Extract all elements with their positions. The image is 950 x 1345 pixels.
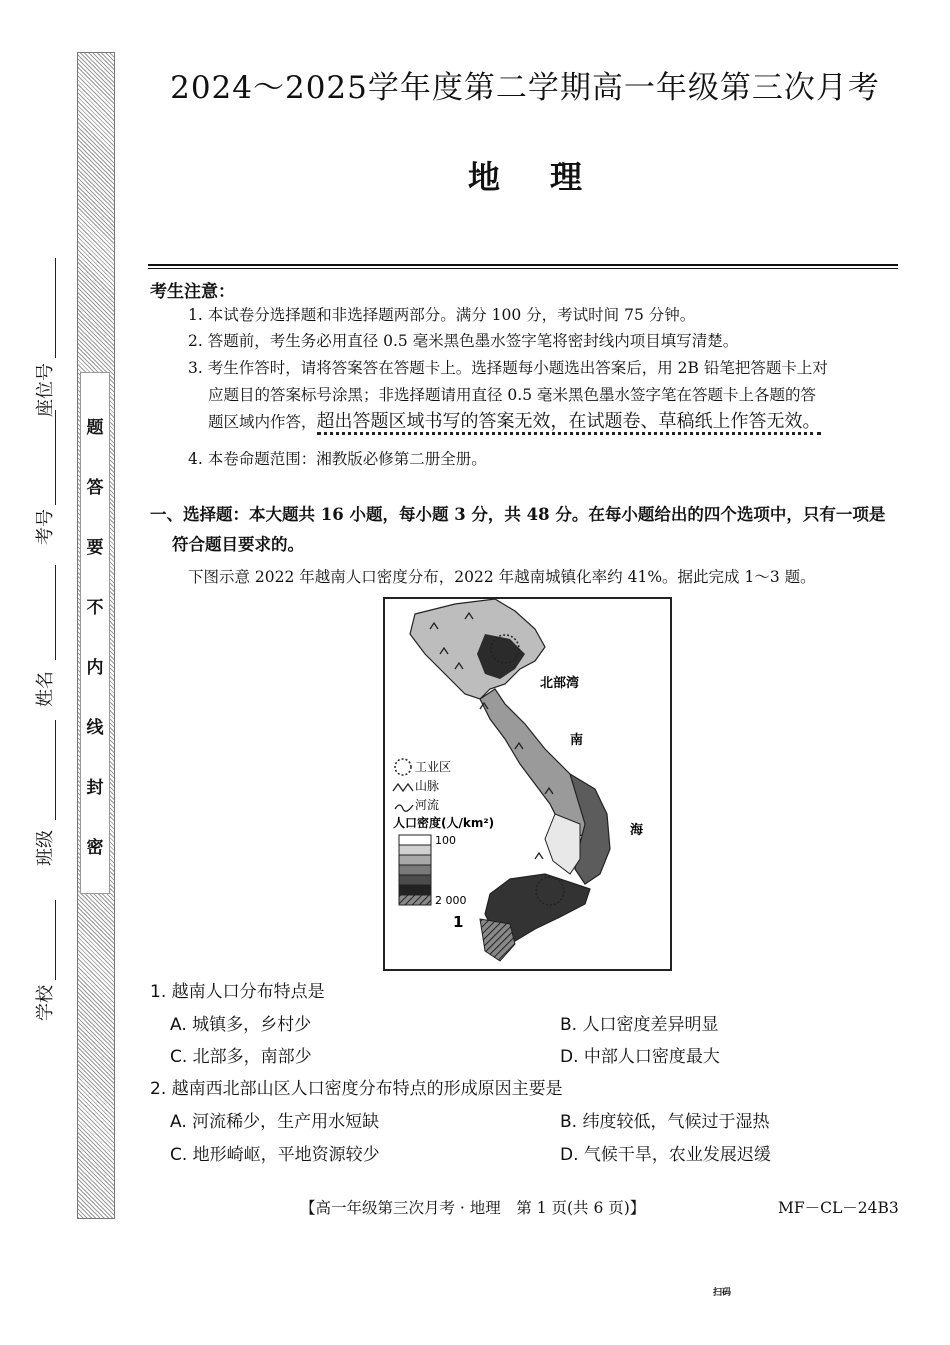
qr-tag: 扫码 (713, 1288, 732, 1298)
field-school-line[interactable] (55, 900, 56, 980)
legend-river-label: 河流 (415, 798, 440, 812)
field-seat-label: 座位号 (35, 363, 56, 417)
q2-option-b: B. 纬度较低，气候过于湿热 (560, 1112, 770, 1132)
header-rule-thin (148, 268, 898, 269)
seal-char: 密 (86, 838, 104, 858)
paper-code: MF－CL－24B3 (778, 1199, 899, 1217)
header-rule (148, 264, 898, 266)
section-heading (150, 500, 910, 560)
seal-char: 线 (86, 718, 104, 738)
seal-char: 封 (86, 778, 104, 798)
note-3-prefix: 题区域内作答， (208, 413, 317, 431)
field-examno-label: 考号 (35, 509, 56, 545)
q2-option-c: C. 地形崎岖，平地资源较少 (170, 1145, 380, 1165)
label-gulf: 北部湾 (540, 676, 580, 691)
region-central (480, 689, 595, 839)
subject-title: 地理 (467, 158, 632, 196)
q1-option-c: C. 北部多，南部少 (170, 1047, 312, 1067)
field-school-label: 学校 (35, 985, 56, 1021)
note-3-emphasis: 超出答题区域书写的答案无效，在试题卷、草稿纸上作答无效。 (317, 411, 821, 435)
seal-char: 要 (86, 538, 104, 558)
map-svg (385, 599, 670, 969)
legend-density-high: 2 000 (435, 894, 467, 907)
q2-option-d: D. 气候干旱，农业发展迟缓 (560, 1145, 771, 1165)
legend-mountain-icon (393, 784, 413, 791)
field-seat-line[interactable] (55, 258, 56, 358)
field-class-line[interactable] (55, 720, 56, 820)
mekong-delta (480, 919, 515, 961)
label-sea-char: 海 (630, 823, 644, 838)
seal-char: 不 (86, 598, 104, 618)
legend-industrial-label: 工业区 (415, 760, 452, 774)
q1-option-b: B. 人口密度差异明显 (560, 1015, 719, 1035)
note-1: 1. 本试卷分选择题和非选择题两部分。满分 100 分，考试时间 75 分钟。 (188, 306, 696, 324)
field-name-line[interactable] (55, 565, 56, 660)
notes-heading: 考生注意： (150, 282, 235, 302)
legend-river-icon (395, 805, 413, 811)
note-3-line3 (208, 409, 821, 435)
seal-line-box (80, 372, 110, 894)
q1-option-d: D. 中部人口密度最大 (560, 1047, 720, 1067)
question-2-stem: 2. 越南西北部山区人口密度分布特点的形成原因主要是 (150, 1079, 563, 1099)
section-line1: 一、选择题：本大题共 16 小题，每小题 3 分，共 48 分。在每小题给出的四个选项中，只有一项是 (150, 505, 886, 524)
exam-title: 2024～2025学年度第二学期高一年级第三次月考 (170, 70, 880, 106)
question-1-stem: 1. 越南人口分布特点是 (150, 982, 325, 1002)
legend-mountain-label: 山脉 (415, 779, 440, 793)
section-line2: 符合题目要求的。 (172, 535, 304, 554)
q2-option-a: A. 河流稀少，生产用水短缺 (170, 1112, 380, 1132)
density-scale (399, 835, 431, 905)
note-3-line2: 应题目的答案标号涂黑；非选择题请用直径 0.5 毫米黑色墨水签字笔在答题卡上各题的答 (208, 386, 817, 404)
legend-density-title: 人口密度(人/km²) (393, 816, 495, 830)
seal-char: 题 (86, 418, 104, 438)
central-highlands (545, 814, 580, 874)
seal-char: 答 (86, 478, 104, 498)
note-2: 2. 答题前，考生务必用直径 0.5 毫米黑色墨水签字笔将密封线内项目填写清楚。 (188, 332, 739, 350)
seal-char: 内 (86, 658, 104, 678)
note-4: 4. 本卷命题范围：湘教版必修第二册全册。 (188, 450, 487, 468)
vietnam-density-map (383, 597, 672, 971)
page-footer: 【高一年级第三次月考 · 地理 第 1 页(共 6 页)】 (300, 1199, 646, 1217)
q1-option-a: A. 城镇多，乡村少 (170, 1015, 312, 1035)
note-3-line1: 3. 考生作答时，请将答案答在答题卡上。选择题每小题选出答案后，用 2B 铅笔把答题卡上对 (188, 359, 828, 377)
intro-text: 下图示意 2022 年越南人口密度分布，2022 年越南城镇化率约 41%。据此完成 1～3 题。 (188, 568, 816, 586)
field-examno-line[interactable] (55, 410, 56, 505)
legend-industrial-icon (395, 759, 411, 775)
label-south-char: 南 (570, 733, 584, 748)
field-class-label: 班级 (35, 830, 56, 866)
legend-density-low: 100 (435, 834, 456, 847)
figure-number: 1 (453, 913, 464, 931)
field-name-label: 姓名 (35, 671, 56, 707)
region-north (410, 599, 545, 699)
